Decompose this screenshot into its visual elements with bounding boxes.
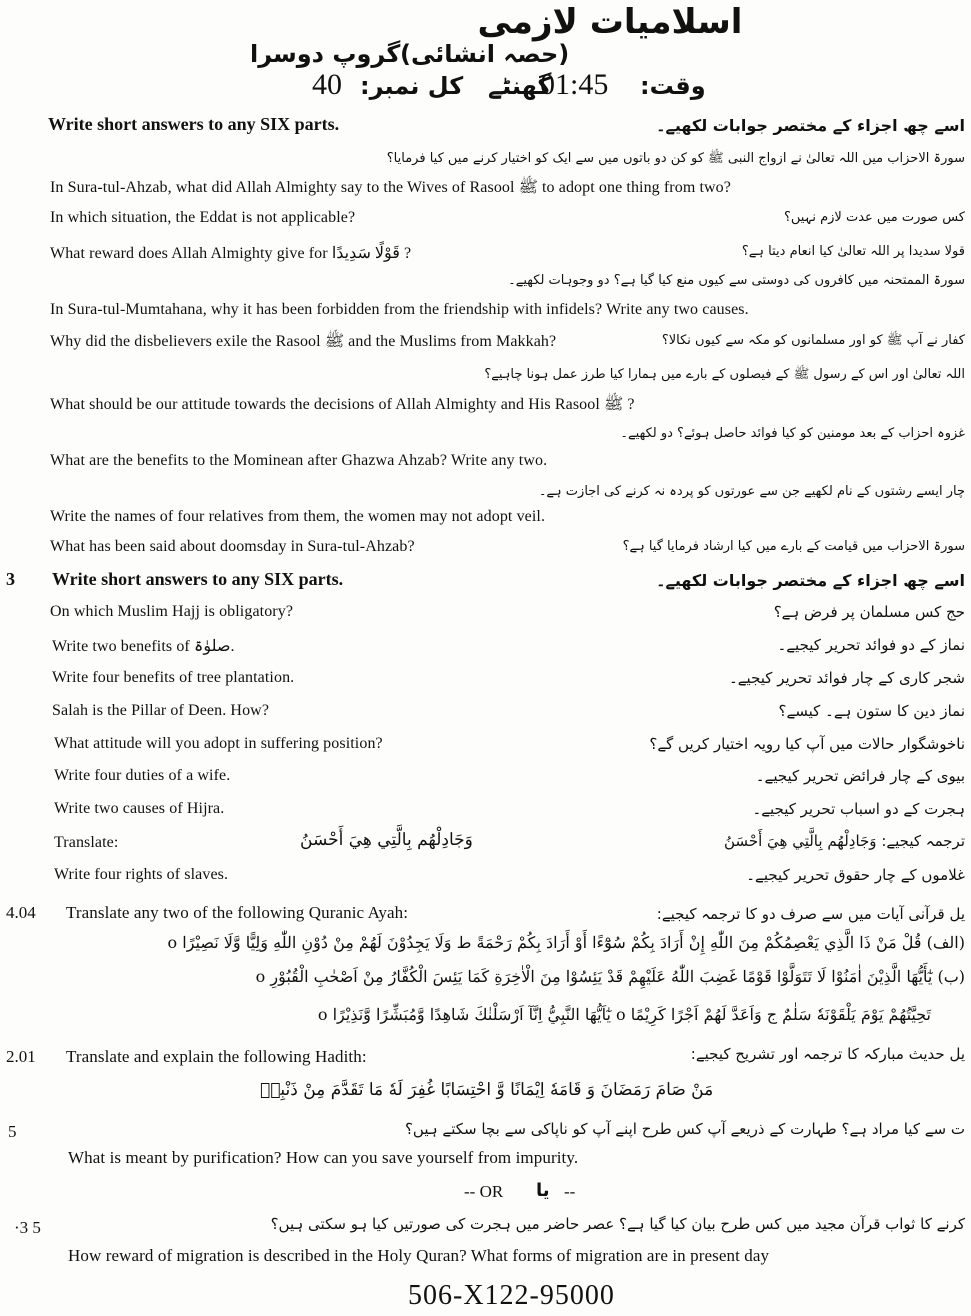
q3-item1-ur: حج کس مسلمان پر فرض ہے؟ <box>773 603 965 621</box>
q3-item7-ur: ہجرت کے دو اسباب تحریر کیجیے۔ <box>752 800 965 818</box>
q3-item3-en: Write four benefits of tree plantation. <box>52 669 295 686</box>
q3-item9-ur: غلاموں کے چار حقوق تحریر کیجیے۔ <box>746 866 965 884</box>
q3-item1-en: On which Muslim Hajj is obligatory? <box>50 603 294 620</box>
q3-item8-ur: ترجمہ کیجیے: وَجَادِلْهُم بِالَّتِي هِيَ أَحْسَنُ <box>724 832 965 850</box>
q6b-question-en: How reward of migration is described in the Holy Quran? What forms of migration are in present day <box>68 1246 770 1265</box>
q3-item5-en: What attitude will you adopt in suffering position? <box>54 735 383 752</box>
q4-ayah-3: تَحِيَّتُهُمْ يَوْمَ يَلْقَوْنَهٗ سَلٰمٌ ج وَاَعَدَّ لَهُمْ اَجْرًا كَرِيْمًا o يٰٓاَيُّهَا النَّبِيُّ اِنَّآ اَرْسَلْنٰكَ شَاهِدًا وَّمُبَشِّرًا وَّنَذِيْرًا o <box>317 1005 931 1024</box>
q3-item2-ur: نماز کے دو فوائد تحریر کیجیے۔ <box>777 636 965 654</box>
q4-heading-en: Translate any two of the following Quranic Ayah: <box>66 903 409 922</box>
q3-item2-en: Write two benefits of صلوٰۃ. <box>52 638 235 655</box>
or-divider-ur: یا <box>536 1180 550 1201</box>
group-label: گروپ دوسرا <box>250 40 401 68</box>
q2-item1-ur: سورۃ الاحزاب میں اللہ تعالیٰ نے ازواج النبی ﷺ کو کن دو باتوں میں سے ایک کو اختیار کرنے میں کیا فرمایا؟ <box>386 151 965 166</box>
q3-item8-en: Translate: <box>54 834 119 851</box>
q3-item3-ur: شجر کاری کے چار فوائد تحریر کیجیے۔ <box>728 669 965 687</box>
q3-number: 3 <box>6 569 15 589</box>
q4-ayah-2: (ب) يٰٓأَيُّهَا الَّذِيْنَ اٰمَنُوْا لَا تَتَوَلَّوْا قَوْمًا غَضِبَ اللّٰهُ عَلَيْهِمْ قَدْ يَئِسُوْا مِنَ الْاٰخِرَةِ كَمَا يَئِسَ الْكُفَّارُ مِنْ اَصْحٰبِ الْقُبُوْرِ o <box>255 967 965 986</box>
q2-item8-ur: چار ایسے رشتوں کے نام لکھیے جن سے عورتوں کو پردہ نہ کرنے کی اجازت ہے۔ <box>538 484 965 499</box>
q3-item4-en: Salah is the Pillar of Deen. How? <box>52 702 270 719</box>
q2-heading-ur: اسے چھ اجزاء کے مختصر جوابات لکھیے۔ <box>656 116 965 135</box>
q2-item3-ur: قولا سدیدا پر اللہ تعالیٰ کیا انعام دیتا ہے؟ <box>741 244 965 259</box>
q3-item5-ur: ناخوشگوار حالات میں آپ کیا رویہ اختیار کریں گے؟ <box>649 735 965 753</box>
q6b-question-ur: کرنے کا ثواب قرآن مجید میں کس طرح بیان کیا گیا ہے؟ عصر حاضر میں ہجرت کی صورتیں کیا ہو سکتی ہیں؟ <box>270 1215 965 1233</box>
q2-item4-ur: سورۃ الممتحنہ میں کافروں کی دوستی سے کیوں منع کیا گیا ہے؟ دو وجوہات لکھیے۔ <box>508 273 965 288</box>
q2-item5-en: Why did the disbelievers exile the Rasool ﷺ and the Muslims from Makkah? <box>50 333 557 350</box>
q2-item3-en: What reward does Allah Almighty give for قَوْلًا سَدِيدًا ? <box>50 245 412 262</box>
q3-item7-en: Write two causes of Hijra. <box>54 800 225 817</box>
q2-heading-en: Write short answers to any SIX parts. <box>48 114 340 134</box>
or-divider-en: -- OR <box>464 1182 504 1201</box>
q5-hadith: مَنْ صَامَ رَمَضَانَ وَ قَامَهٗ اِيْمَانًا وَّ احْتِسَابًا غُفِرَ لَهٗ مَا تَقَدَّمَ مِنْ ذَنْبِهٖ <box>260 1080 714 1100</box>
or-divider-dash: -- <box>564 1182 576 1201</box>
q6-question-en: What is meant by purification? How can you save yourself from impurity. <box>68 1148 579 1167</box>
q2-item4-en: In Sura-tul-Mumtahana, why it has been forbidden from the friendship with infidels? Write any two causes. <box>50 301 749 318</box>
time-value: 01:45 <box>540 68 609 101</box>
q3-item4-ur: نماز دین کا ستون ہے۔ کیسے؟ <box>778 702 965 720</box>
q2-item9-ur: سورۃ الاحزاب میں قیامت کے بارے میں کیا ارشاد فرمایا گیا ہے؟ <box>622 539 965 554</box>
q2-item9-en: What has been said about doomsday in Sura-tul-Ahzab? <box>50 538 415 555</box>
q6-marks: 5 <box>8 1122 17 1141</box>
q3-item6-en: Write four duties of a wife. <box>54 767 231 784</box>
q5-heading-ur: یل حدیث مبارکہ کا ترجمہ اور تشریح کیجیے: <box>690 1045 965 1063</box>
paper-title: اسلامیات لازمی <box>477 2 743 42</box>
q3-heading-en: Write short answers to any SIX parts. <box>52 569 344 589</box>
q4-heading-ur: یل قرآنی آیات میں سے صرف دو کا ترجمہ کیجیے: <box>656 905 965 923</box>
paper-code: 506-X122-95000 <box>408 1280 615 1311</box>
q6-question-ur: ت سے کیا مراد ہے؟ طہارت کے ذریعے آپ کس طرح اپنے آپ کو ناپاکی سے بچا سکتے ہیں؟ <box>404 1120 965 1138</box>
marks-value: 40 <box>312 68 342 101</box>
q4-ayah-1: (الف) قُلْ مَنْ ذَا الَّذِي يَعْصِمُكُمْ مِنَ اللّٰهِ إِنْ أَرَادَ بِكُمْ سُوْٓءًا أَوْ أَرَادَ بِكُمْ رَحْمَةً ط وَلَا يَجِدُوْنَ لَهُمْ مِنْ دُوْنِ اللّٰهِ وَلِيًّا وَّلَا نَصِيْرًا o <box>167 933 965 952</box>
q2-item7-ur: غزوہ احزاب کے بعد مومنین کو کیا فوائد حاصل ہوئے؟ دو لکھیے۔ <box>620 426 965 441</box>
time-label: وقت: <box>640 72 706 100</box>
q2-item8-en: Write the names of four relatives from them, the women may not adopt veil. <box>50 508 546 525</box>
q3-item8-arabic: وَجَادِلْهُم بِالَّتِي هِيَ أَحْسَنُ <box>300 830 473 850</box>
q3-heading-ur: اسے چھ اجزاء کے مختصر جوابات لکھیے۔ <box>656 571 965 590</box>
section-label: (حصہ انشائی) <box>400 40 570 68</box>
q6b-marks: ·3 5 <box>14 1218 41 1237</box>
marks-label: کل نمبر: <box>360 72 464 100</box>
time-unit: گھنٹے <box>488 72 552 100</box>
q2-item1-en: In Sura-tul-Ahzab, what did Allah Almighty say to the Wives of Rasool ﷺ to adopt one thing from two? <box>50 179 731 196</box>
q2-item6-ur: اللہ تعالیٰ اور اس کے رسول ﷺ کے فیصلوں کے بارے میں ہمارا کیا طرز عمل ہونا چاہیے؟ <box>484 367 965 382</box>
q2-item7-en: What are the benefits to the Mominean after Ghazwa Ahzab? Write any two. <box>50 452 548 469</box>
q2-item6-en: What should be our attitude towards the decisions of Allah Almighty and His Rasool ﷺ ? <box>50 396 635 413</box>
q5-marks: 2.01 <box>6 1047 36 1066</box>
q2-item2-en: In which situation, the Eddat is not applicable? <box>50 209 356 226</box>
q4-marks: 4.04 <box>6 903 36 922</box>
q2-item2-ur: کس صورت میں عدت لازم نہیں؟ <box>784 210 965 225</box>
q5-heading-en: Translate and explain the following Hadith: <box>66 1047 367 1066</box>
q2-item5-ur: کفار نے آپ ﷺ کو اور مسلمانوں کو مکہ سے کیوں نکالا؟ <box>661 333 965 348</box>
q3-item9-en: Write four rights of slaves. <box>54 866 229 883</box>
q3-item6-ur: بیوی کے چار فرائض تحریر کیجیے۔ <box>755 767 965 785</box>
